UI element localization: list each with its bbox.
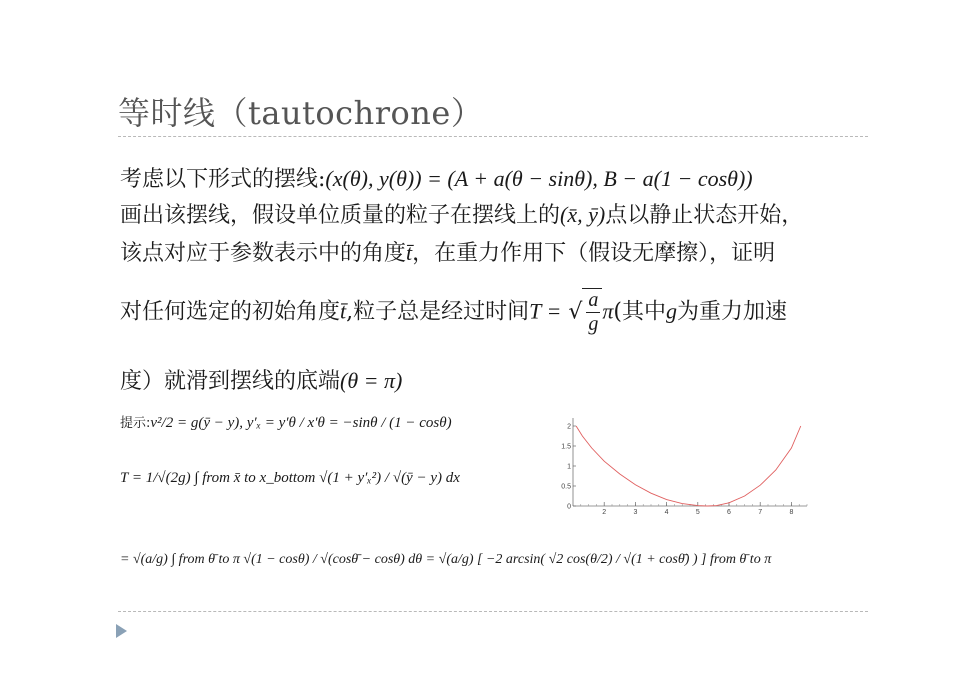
line4-g: g xyxy=(665,298,677,324)
line2-text-b: 点以静止状态开始， xyxy=(605,203,804,228)
x-tick-label: 7 xyxy=(758,509,763,516)
hint-eq-3 xyxy=(120,552,771,568)
cycloid-curve xyxy=(576,426,801,506)
line4-sqrt-sign: √ xyxy=(568,299,583,325)
line3-text-b: ，在重力作用下（假设无摩擦），证明 xyxy=(412,241,776,266)
para-line-1 xyxy=(120,162,753,193)
para-line-2 xyxy=(120,198,803,229)
line2-math: (x̄, ȳ) xyxy=(560,202,606,227)
x-tick-label: 5 xyxy=(695,509,700,516)
line4-frac-num: a xyxy=(588,289,599,311)
line5-math: (θ = π) xyxy=(340,368,403,393)
x-tick-label: 4 xyxy=(664,509,669,516)
hint-label: 提示: xyxy=(120,416,151,431)
slide-title: 等时线（tautochrone） xyxy=(118,94,484,132)
y-tick-label: 1.5 xyxy=(561,443,571,451)
line1-math: (x(θ), y(θ)) = (A + a(θ − sinθ), B − a(1 − cosθ)) xyxy=(325,166,753,191)
line1-text: 考虑以下形式的摆线: xyxy=(120,167,326,192)
hint-eq1-text: v²/2 = g(ȳ − y), y′ₓ = y′θ / x′θ = −sinθ / (1 − cosθ) xyxy=(150,415,452,431)
x-tick-label: 8 xyxy=(789,509,794,516)
title-divider xyxy=(118,136,868,137)
y-tick-label: 1 xyxy=(567,463,571,471)
hint-eq3-text: = √(a/g) ∫ from θ̄ to π √(1 − cosθ) / √(cosθ̄ − cosθ) dθ = √(a/g) [ −2 arcsin( √2 cos(θ/2) / √(1 + cosθ̄) ) ] from θ̄ to π xyxy=(120,552,772,567)
para-line-5 xyxy=(120,364,402,395)
line4-frac-den: g xyxy=(588,313,599,335)
y-tick-label: 2 xyxy=(567,423,571,431)
line4-math-t: t̄ xyxy=(340,298,347,324)
y-tick-label: 0.5 xyxy=(561,483,571,491)
hint-eq-2 xyxy=(120,470,460,487)
line5-text-a: 度）就滑到摆线的底端 xyxy=(120,369,341,394)
para-line-3 xyxy=(120,236,775,267)
line4-text-a: 对任何选定的初始角度 xyxy=(120,299,341,325)
line4-T: T = xyxy=(529,298,562,324)
y-tick-label: 0 xyxy=(567,503,571,511)
x-tick-label: 3 xyxy=(633,509,638,516)
line4-pi: π xyxy=(602,298,614,324)
line4-text-d: 为重力加速 xyxy=(676,299,787,325)
slide-bullet-arrow-icon xyxy=(116,624,127,638)
line3-math: t̄ xyxy=(406,240,413,265)
x-tick-label: 2 xyxy=(602,509,607,516)
line3-text-a: 该点对应于参数表示中的角度 xyxy=(120,241,407,266)
para-line-4 xyxy=(120,288,787,336)
hint-eq-1 xyxy=(120,412,452,432)
line4-text-b: ,粒子总是经过时间 xyxy=(346,299,530,325)
cycloid-chart xyxy=(555,410,815,520)
line2-text-a: 画出该摆线，假设单位质量的粒子在摆线上的 xyxy=(120,203,561,228)
x-tick-label: 6 xyxy=(727,509,731,516)
line4-text-c: (其中 xyxy=(613,299,666,325)
hint-eq2-text: T = 1/√(2g) ∫ from x̄ to x_bottom √(1 + y′ₓ²) / √(ȳ − y) dx xyxy=(120,470,460,486)
footer-divider xyxy=(118,611,868,612)
